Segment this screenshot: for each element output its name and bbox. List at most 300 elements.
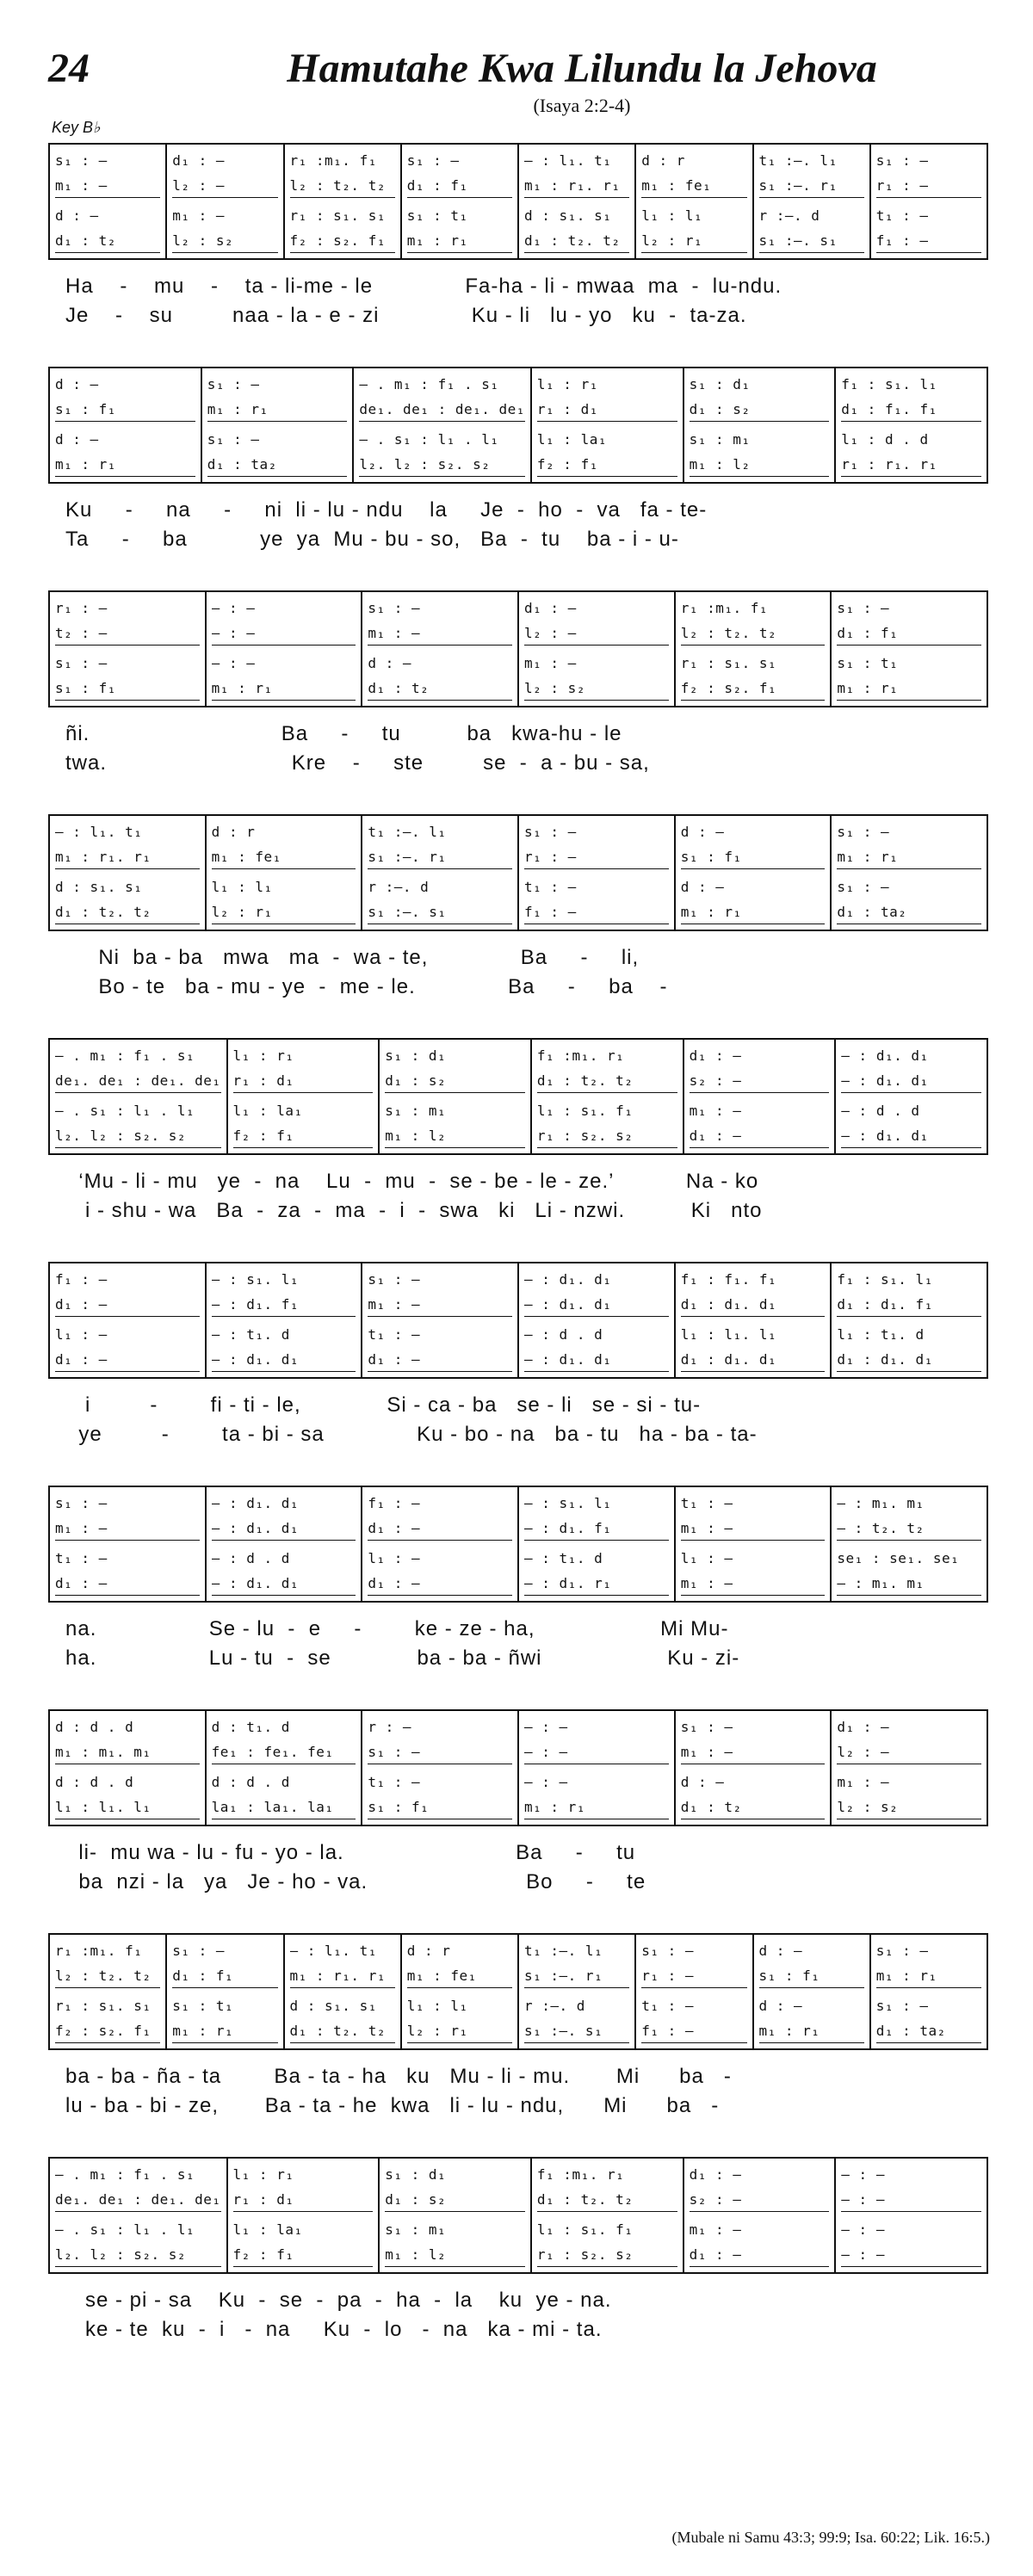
voice-bass: — : d₁. d₁	[212, 1571, 356, 1596]
voice-bass: r₁ : s₂. s₂	[537, 2242, 677, 2267]
voice-soprano: s₁ : d₁	[689, 376, 751, 392]
voice-alto: m₁ : fe₁	[407, 1963, 512, 1988]
music-system	[48, 2157, 988, 2344]
voice-alto: r₁ : d₁	[233, 2187, 374, 2212]
measure	[676, 1487, 832, 1601]
voice-alto: l₂ : —	[524, 621, 669, 646]
voice-bass: — : d₁. d₁	[212, 1347, 356, 1372]
voice-soprano: — . m₁ : f₁ . s₁	[359, 376, 499, 392]
lyrics-block	[48, 720, 988, 778]
voice-tenor: t₁ : —	[524, 879, 577, 895]
measure	[519, 145, 636, 258]
measure	[207, 592, 363, 706]
lyrics-block	[48, 272, 988, 330]
measure	[362, 1263, 519, 1377]
lyrics-block	[48, 2286, 988, 2344]
voice-tenor: d : —	[368, 655, 412, 671]
music-system	[48, 1262, 988, 1449]
solfa-staff	[48, 2157, 988, 2274]
voice-bass: — : d₁. d₁	[841, 1123, 981, 1148]
voice-soprano: f₁ : —	[368, 1495, 421, 1511]
voice-soprano: — : s₁. l₁	[211, 1271, 299, 1288]
voice-soprano: d₁ : —	[689, 2166, 742, 2183]
music-system	[48, 1486, 988, 1673]
voice-alto: d₁ : t₂. t₂	[537, 1068, 677, 1093]
voice-alto: — : —	[524, 1739, 669, 1764]
voice-alto: l₂ : t₂. t₂	[55, 1963, 160, 1988]
voice-soprano: — : s₁. l₁	[524, 1495, 612, 1511]
measure	[832, 1263, 987, 1377]
voice-alto: s₁ :—. r₁	[759, 173, 864, 198]
voice-soprano: s₁ : —	[680, 1719, 733, 1735]
voice-tenor: t₁ : —	[641, 1998, 695, 2014]
voice-bass: l₂ : r₁	[641, 228, 746, 253]
voice-bass: m₁ : r₁	[524, 1795, 669, 1819]
measure	[676, 816, 832, 930]
measure	[228, 1040, 380, 1153]
lyrics-block	[48, 496, 988, 554]
voice-tenor: — : —	[841, 2221, 885, 2238]
voice-tenor: r :—. d	[758, 207, 820, 224]
measure	[202, 368, 355, 482]
voice-soprano: s₁ : d₁	[385, 2166, 447, 2183]
voice-bass: l₂. l₂ : s₂. s₂	[359, 452, 525, 477]
voice-tenor: t₁ : —	[875, 207, 929, 224]
voice-alto: de₁. de₁ : de₁. de₁	[55, 1068, 221, 1093]
voice-bass: l₂ : r₁	[407, 2018, 512, 2043]
voice-soprano: l₁ : r₁	[232, 1047, 294, 1064]
voice-alto: s₁ : —	[368, 1739, 512, 1764]
voice-soprano: d₁ : —	[689, 1047, 742, 1064]
voice-tenor: — . s₁ : l₁ . l₁	[359, 431, 499, 448]
voice-alto: r₁ : —	[524, 844, 669, 869]
voice-tenor: m₁ : —	[172, 207, 226, 224]
measure	[754, 145, 871, 258]
lyric-line-verse-2: Ta - ba ye ya Mu - bu - so, Ba - tu ba - i - u-	[65, 528, 679, 551]
lyrics-block	[48, 1167, 988, 1226]
voice-tenor: s₁ : —	[837, 879, 890, 895]
voice-tenor: l₁ : —	[680, 1550, 733, 1566]
measure	[362, 1711, 519, 1825]
lyrics-block	[48, 943, 988, 1002]
voice-soprano: r₁ :m₁. f₁	[289, 152, 377, 169]
lyric-line-verse-2: Je - su naa - la - e - zi Ku - li lu - yo ku - ta-za.	[65, 304, 747, 327]
lyric-line-verse-1: Ha - mu - ta - li-me - le Fa-ha - li - mwaa ma - lu-ndu.	[65, 275, 782, 298]
lyric-line-verse-2: ba nzi - la ya Je - ho - va. Bo - te	[65, 1870, 646, 1893]
voice-tenor: l₁ : s₁. f₁	[536, 2221, 634, 2238]
measure	[285, 145, 402, 258]
voice-bass: m₁ : r₁	[55, 452, 195, 477]
voice-bass: f₂ : s₂. f₁	[681, 676, 826, 701]
voice-bass: — : d₁. d₁	[524, 1347, 669, 1372]
measure	[50, 1711, 207, 1825]
measure	[50, 592, 207, 706]
voice-tenor: — : d . d	[524, 1326, 603, 1343]
voice-bass: d₁ : ta₂	[876, 2018, 981, 2043]
lyric-line-verse-1: Ni ba - ba mwa ma - wa - te, Ba - li,	[65, 946, 640, 969]
voice-soprano: t₁ : —	[680, 1495, 733, 1511]
lyric-line-verse-2: i - shu - wa Ba - za - ma - i - swa ki Li - nzwi. Ki nto	[65, 1199, 763, 1222]
voice-bass: d₁ : ta₂	[207, 452, 348, 477]
voice-tenor: d : —	[680, 1774, 725, 1790]
voice-alto: — : d₁. d₁	[841, 1068, 981, 1093]
lyrics-block	[48, 1838, 988, 1897]
footer-references: (Mubale ni Samu 43:3; 99:9; Isa. 60:22; Lik. 16:5.)	[671, 2529, 990, 2546]
voice-soprano: s₁ : —	[368, 1271, 421, 1288]
voice-alto: m₁ : —	[681, 1516, 826, 1541]
voice-tenor: d : d . d	[55, 1774, 134, 1790]
measure	[684, 2159, 837, 2272]
lyric-line-verse-1: ñi. Ba - tu ba kwa-hu - le	[65, 722, 622, 745]
measure	[676, 1711, 832, 1825]
voice-tenor: — : t₁. d	[211, 1326, 290, 1343]
measure	[50, 2159, 228, 2272]
voice-tenor: d : s₁. s₁	[524, 207, 612, 224]
voice-bass: l₂. l₂ : s₂. s₂	[55, 1123, 221, 1148]
lyric-line-verse-2: twa. Kre - ste se - a - bu - sa,	[65, 751, 650, 775]
voice-tenor: — : —	[524, 1774, 568, 1790]
measure	[362, 816, 519, 930]
measure	[532, 2159, 684, 2272]
measure	[836, 2159, 987, 2272]
voice-bass: m₁ : r₁	[837, 676, 981, 701]
voice-alto: de₁. de₁ : de₁. de₁	[55, 2187, 221, 2212]
voice-alto: d₁ : f₁	[407, 173, 512, 198]
voice-bass: l₂ : s₂	[524, 676, 669, 701]
measure	[684, 368, 837, 482]
lyrics-block	[48, 1615, 988, 1673]
voice-bass: f₂ : f₁	[537, 452, 677, 477]
voice-tenor: l₁ : t₁. d	[837, 1326, 925, 1343]
voice-bass: — : m₁. m₁	[837, 1571, 981, 1596]
voice-alto: m₁ : r₁. r₁	[55, 844, 200, 869]
voice-tenor: d : d . d	[211, 1774, 290, 1790]
voice-tenor: s₁ : m₁	[689, 431, 751, 448]
voice-soprano: r : —	[368, 1719, 412, 1735]
voice-bass: m₁ : r₁	[407, 228, 512, 253]
voice-soprano: f₁ : s₁. l₁	[841, 376, 937, 392]
measure	[832, 816, 987, 930]
measure	[50, 1040, 228, 1153]
lyric-line-verse-1: ba - ba - ña - ta Ba - ta - ha ku Mu - li - mu. Mi ba -	[65, 2065, 732, 2088]
measure	[676, 1263, 832, 1377]
measure	[519, 592, 676, 706]
voice-bass: d₁ : t₂. t₂	[55, 899, 200, 924]
voice-alto: d₁ : —	[368, 1516, 512, 1541]
voice-tenor: m₁ : —	[689, 1103, 742, 1119]
voice-alto: — : d₁. d₁	[212, 1516, 356, 1541]
voice-bass: l₂ : s₂	[837, 1795, 981, 1819]
voice-alto: s₂ : —	[690, 2187, 830, 2212]
measure	[676, 592, 832, 706]
voice-bass: — : —	[841, 2242, 981, 2267]
voice-alto: m₁ : r₁. r₁	[524, 173, 629, 198]
solfa-staff	[48, 1933, 988, 2050]
voice-alto: r₁ : —	[641, 1963, 746, 1988]
voice-tenor: d : s₁. s₁	[55, 879, 143, 895]
voice-alto: — : t₂. t₂	[837, 1516, 981, 1541]
voice-bass: s₁ :—. s₁	[759, 228, 864, 253]
voice-alto: fe₁ : fe₁. fe₁	[212, 1739, 356, 1764]
voice-tenor: — : d . d	[841, 1103, 920, 1119]
measure	[167, 1935, 284, 2048]
lyric-line-verse-2: ye - ta - bi - sa Ku - bo - na ba - tu ha - ba - ta-	[65, 1423, 758, 1446]
voice-soprano: — : —	[841, 2166, 885, 2183]
voice-bass: d₁ : —	[55, 1347, 200, 1372]
measure	[684, 1040, 837, 1153]
voice-bass: r₁ : r₁. r₁	[841, 452, 981, 477]
voice-soprano: s₁ : —	[368, 600, 421, 616]
measure	[228, 2159, 380, 2272]
voice-tenor: s₁ : —	[875, 1998, 929, 2014]
voice-tenor: l₁ : l₁	[211, 879, 273, 895]
voice-alto: de₁. de₁ : de₁. de₁	[359, 397, 525, 422]
voice-tenor: s₁ : m₁	[385, 2221, 447, 2238]
voice-bass: m₁ : r₁	[681, 899, 826, 924]
voice-alto: m₁ : —	[368, 621, 512, 646]
measure	[532, 1040, 684, 1153]
voice-tenor: d : —	[680, 879, 725, 895]
voice-bass: l₁ : l₁. l₁	[55, 1795, 200, 1819]
voice-alto: — : d₁. f₁	[212, 1292, 356, 1317]
voice-soprano: s₁ : —	[406, 152, 460, 169]
measure	[871, 1935, 987, 2048]
voice-bass: d₁ : ta₂	[837, 899, 981, 924]
solfa-staff	[48, 814, 988, 931]
voice-soprano: d₁ : —	[524, 600, 577, 616]
solfa-staff	[48, 590, 988, 707]
voice-alto: s₁ : f₁	[55, 397, 195, 422]
voice-soprano: d : r	[641, 152, 685, 169]
solfa-staff	[48, 1709, 988, 1826]
voice-soprano: s₁ : —	[875, 1943, 929, 1959]
voice-bass: d₁ : —	[55, 1571, 200, 1596]
measure	[50, 1487, 207, 1601]
music-system	[48, 814, 988, 1002]
voice-bass: f₂ : s₂. f₁	[290, 228, 395, 253]
measure	[519, 1935, 636, 2048]
voice-tenor: d : —	[55, 431, 99, 448]
voice-tenor: t₁ : —	[368, 1326, 421, 1343]
voice-soprano: d : r	[211, 824, 256, 840]
measure	[207, 1263, 363, 1377]
voice-alto: m₁ : r₁	[876, 1963, 981, 1988]
lyric-line-verse-2: ke - te ku - i - na Ku - lo - na ka - mi - ta.	[65, 2318, 603, 2341]
music-system	[48, 1933, 988, 2121]
measure	[532, 368, 684, 482]
voice-soprano: s₁ : —	[875, 152, 929, 169]
voice-bass: s₁ : f₁	[368, 1795, 512, 1819]
voice-soprano: l₁ : r₁	[232, 2166, 294, 2183]
voice-alto: m₁ : r₁	[837, 844, 981, 869]
voice-tenor: s₁ : t₁	[172, 1998, 234, 2014]
voice-alto: m₁ : fe₁	[212, 844, 356, 869]
voice-tenor: m₁ : —	[837, 1774, 890, 1790]
scripture-reference: (Isaya 2:2-4)	[533, 95, 631, 116]
lyric-line-verse-2: Bo - te ba - mu - ye - me - le. Ba - ba -	[65, 975, 668, 998]
lyric-line-verse-1: Ku - na - ni li - lu - ndu la Je - ho - va fa - te-	[65, 498, 708, 522]
voice-soprano: — : —	[211, 600, 256, 616]
voice-soprano: t₁ :—. l₁	[758, 152, 838, 169]
lyric-line-verse-1: na. Se - lu - e - ke - ze - ha, Mi Mu-	[65, 1617, 729, 1640]
voice-tenor: d : —	[758, 1998, 803, 2014]
voice-alto: r₁ : d₁	[233, 1068, 374, 1093]
voice-tenor: r :—. d	[368, 879, 430, 895]
voice-soprano: s₁ : —	[641, 1943, 695, 1959]
measure	[207, 816, 363, 930]
voice-tenor: — : t₁. d	[524, 1550, 603, 1566]
voice-bass: d₁ : —	[690, 1123, 830, 1148]
song-title: Hamutahe Kwa Lilundu la Jehova	[287, 46, 877, 91]
voice-tenor: — : —	[211, 655, 256, 671]
voice-tenor: s₁ : —	[55, 655, 108, 671]
voice-alto: m₁ : —	[368, 1292, 512, 1317]
voice-tenor: r₁ : s₁. s₁	[680, 655, 777, 671]
music-system	[48, 367, 988, 554]
voice-alto: s₂ : —	[690, 1068, 830, 1093]
song-number: 24	[48, 46, 90, 91]
voice-alto: — : d₁. d₁	[524, 1292, 669, 1317]
measure	[832, 1487, 987, 1601]
lyric-line-verse-1: ‘Mu - li - mu ye - na Lu - mu - se - be - le - ze.’ Na - ko	[65, 1170, 759, 1193]
voice-tenor: t₁ : —	[55, 1550, 108, 1566]
measure	[836, 1040, 987, 1153]
voice-alto: s₁ :—. r₁	[368, 844, 512, 869]
voice-alto: m₁ : r₁. r₁	[290, 1963, 395, 1988]
measure	[50, 1263, 207, 1377]
voice-bass: m₁ : l₂	[385, 1123, 525, 1148]
voice-alto: d₁ : t₂. t₂	[537, 2187, 677, 2212]
voice-bass: s₁ :—. s₁	[368, 899, 512, 924]
music-system	[48, 590, 988, 778]
voice-bass: s₁ :—. s₁	[524, 2018, 629, 2043]
voice-soprano: d : —	[55, 376, 99, 392]
voice-soprano: d : d . d	[55, 1719, 134, 1735]
voice-alto: d₁ : s₂	[385, 1068, 525, 1093]
voice-tenor: l₁ : —	[55, 1326, 108, 1343]
voice-bass: d₁ : t₂	[55, 228, 160, 253]
voice-alto: d₁ : f₁	[172, 1963, 277, 1988]
voice-bass: f₁ : —	[641, 2018, 746, 2043]
voice-soprano: — . m₁ : f₁ . s₁	[55, 2166, 195, 2183]
voice-soprano: s₁ : —	[55, 152, 108, 169]
solfa-staff	[48, 1262, 988, 1379]
voice-bass: f₂ : s₂. f₁	[55, 2018, 160, 2043]
measure	[354, 368, 532, 482]
voice-alto: d₁ : s₂	[385, 2187, 525, 2212]
voice-bass: d₁ : t₂	[681, 1795, 826, 1819]
voice-tenor: l₁ : —	[368, 1550, 421, 1566]
voice-soprano: — : l₁. t₁	[289, 1943, 377, 1959]
voice-tenor: s₁ : t₁	[837, 655, 899, 671]
voice-alto: l₂ : —	[837, 1739, 981, 1764]
voice-soprano: d : t₁. d	[211, 1719, 290, 1735]
measure	[519, 1263, 676, 1377]
solfa-staff	[48, 143, 988, 260]
voice-bass: — : d₁. r₁	[524, 1571, 669, 1596]
voice-soprano: d₁ : —	[837, 1719, 890, 1735]
voice-bass: m₁ : r₁	[759, 2018, 864, 2043]
voice-bass: l₂ : s₂	[172, 228, 277, 253]
voice-tenor: d : s₁. s₁	[289, 1998, 377, 2014]
measure	[207, 1711, 363, 1825]
voice-soprano: d : —	[758, 1943, 803, 1959]
voice-soprano: t₁ :—. l₁	[368, 824, 447, 840]
measure	[362, 592, 519, 706]
music-system	[48, 143, 988, 330]
lyrics-block	[48, 1391, 988, 1449]
voice-bass: m₁ : l₂	[690, 452, 830, 477]
voice-alto: r₁ : —	[876, 173, 981, 198]
measure	[519, 816, 676, 930]
voice-soprano: — : d₁. d₁	[211, 1495, 299, 1511]
voice-soprano: — : m₁. m₁	[837, 1495, 925, 1511]
voice-bass: d₁ : d₁. d₁	[837, 1347, 981, 1372]
voice-tenor: l₁ : l₁. l₁	[680, 1326, 777, 1343]
voice-bass: f₂ : f₁	[233, 2242, 374, 2267]
voice-bass: s₁ : f₁	[55, 676, 200, 701]
voice-alto: s₁ : f₁	[681, 844, 826, 869]
measure	[832, 592, 987, 706]
lyric-line-verse-2: ha. Lu - tu - se ba - ba - ñwi Ku - zi-	[65, 1646, 740, 1670]
voice-soprano: l₁ : r₁	[536, 376, 598, 392]
voice-soprano: t₁ :—. l₁	[524, 1943, 603, 1959]
voice-tenor: l₁ : l₁	[641, 207, 703, 224]
lyrics-block	[48, 2062, 988, 2121]
voice-bass: d₁ : —	[368, 1347, 512, 1372]
measure	[285, 1935, 402, 2048]
voice-alto: d₁ : f₁	[837, 621, 981, 646]
voice-soprano: s₁ : —	[55, 1495, 108, 1511]
voice-bass: m₁ : —	[681, 1571, 826, 1596]
measure	[754, 1935, 871, 2048]
voice-alto: — : —	[212, 621, 356, 646]
measure	[207, 1487, 363, 1601]
voice-bass: l₂. l₂ : s₂. s₂	[55, 2242, 221, 2267]
lyric-line-verse-1: i - fi - ti - le, Si - ca - ba se - li se - si - tu-	[65, 1393, 702, 1417]
voice-alto: — : d₁. f₁	[524, 1516, 669, 1541]
voice-soprano: f₁ : s₁. l₁	[837, 1271, 933, 1288]
voice-bass: f₁ : —	[524, 899, 669, 924]
voice-soprano: s₁ : —	[524, 824, 577, 840]
voice-soprano: s₁ : d₁	[385, 1047, 447, 1064]
song-header	[48, 43, 987, 146]
voice-bass: m₁ : r₁	[212, 676, 356, 701]
lyric-line-verse-1: li- mu wa - lu - fu - yo - la. Ba - tu	[65, 1841, 636, 1864]
measure	[402, 1935, 519, 2048]
voice-bass: m₁ : r₁	[172, 2018, 277, 2043]
voice-soprano: d₁ : —	[172, 152, 226, 169]
voice-tenor: r₁ : s₁. s₁	[289, 207, 386, 224]
voice-soprano: r₁ : —	[55, 600, 108, 616]
measure	[836, 368, 987, 482]
voice-soprano: — : l₁. t₁	[524, 152, 612, 169]
voice-alto: t₂ : —	[55, 621, 200, 646]
voice-tenor: — : d . d	[211, 1550, 290, 1566]
voice-soprano: s₁ : —	[837, 824, 890, 840]
voice-soprano: — : l₁. t₁	[55, 824, 143, 840]
voice-tenor: l₁ : la₁	[536, 431, 607, 448]
voice-soprano: r₁ :m₁. f₁	[55, 1943, 143, 1959]
voice-soprano: d : r	[406, 1943, 451, 1959]
voice-bass: d₁ : —	[368, 1571, 512, 1596]
voice-bass: f₁ : —	[876, 228, 981, 253]
voice-alto: d₁ : d₁. d₁	[681, 1292, 826, 1317]
voice-alto: l₂ : t₂. t₂	[290, 173, 395, 198]
voice-soprano: — : d₁. d₁	[841, 1047, 929, 1064]
voice-soprano: — : —	[524, 1719, 568, 1735]
voice-tenor: l₁ : la₁	[232, 2221, 303, 2238]
